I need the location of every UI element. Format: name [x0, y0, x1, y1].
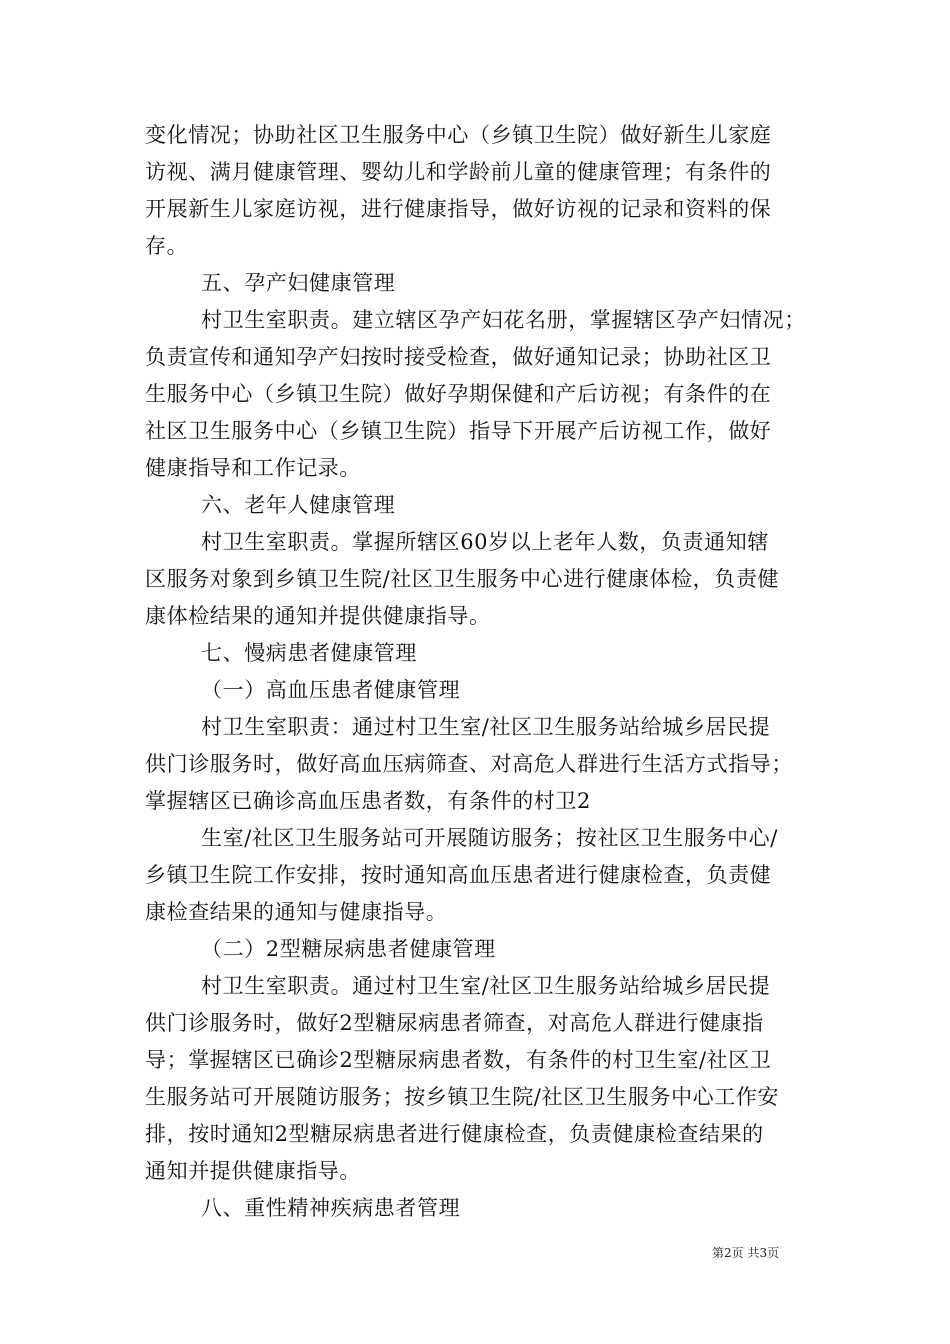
- text-line: 康体检结果的通知并提供健康指导。: [145, 604, 491, 628]
- text-line: 村卫生室职责：通过村卫生室/社区卫生服务站给城乡居民提: [201, 715, 771, 739]
- text-line: 社区卫生服务中心（乡镇卫生院）指导下开展产后访视工作，做好: [145, 419, 772, 443]
- text-line: 生服务中心（乡镇卫生院）做好孕期保健和产后访视；有条件的在: [145, 382, 772, 406]
- text-line: 负责宣传和通知孕产妇按时接受检查，做好通知记录；协助社区卫: [145, 345, 772, 369]
- text-line: 五、孕产妇健康管理: [201, 271, 396, 295]
- text-line: （一）高血压患者健康管理: [201, 678, 461, 702]
- text-line: 变化情况；协助社区卫生服务中心（乡镇卫生院）做好新生儿家庭: [145, 123, 772, 147]
- text-line: 乡镇卫生院工作安排，按时通知高血压患者进行健康检查，负责健: [145, 863, 772, 887]
- page-number-footer: 第2页 共3页: [712, 1246, 780, 1260]
- text-line: 供门诊服务时，做好高血压病筛查、对高危人群进行生活方式指导；: [145, 752, 793, 776]
- text-line: 导；掌握辖区已确诊2型糖尿病患者数，有条件的村卫生室/社区卫: [145, 1048, 772, 1072]
- text-line: 健康指导和工作记录。: [145, 456, 361, 480]
- text-line: 生服务站可开展随访服务；按乡镇卫生院/社区卫生服务中心工作安: [145, 1085, 780, 1109]
- text-line: 掌握辖区已确诊高血压患者数，有条件的村卫2: [145, 789, 591, 813]
- text-line: 村卫生室职责。掌握所辖区60岁以上老年人数，负责通知辖: [201, 530, 769, 554]
- text-line: 七、慢病患者健康管理: [201, 641, 417, 665]
- document-body: [145, 117, 805, 1227]
- text-line: 生室/社区卫生服务站可开展随访服务；按社区卫生服务中心/: [201, 826, 778, 850]
- text-line: 康检查结果的通知与健康指导。: [145, 900, 448, 924]
- text-line: 开展新生儿家庭访视，进行健康指导，做好访视的记录和资料的保: [145, 197, 772, 221]
- text-line: 八、重性精神疾病患者管理: [201, 1196, 461, 1220]
- text-line: 访视、满月健康管理、婴幼儿和学龄前儿童的健康管理；有条件的: [145, 160, 772, 184]
- text-line: （二）2型糖尿病患者健康管理: [201, 937, 496, 961]
- text-line: 村卫生室职责。通过村卫生室/社区卫生服务站给城乡居民提: [201, 974, 771, 998]
- text-line: 通知并提供健康指导。: [145, 1159, 361, 1183]
- text-line: 六、老年人健康管理: [201, 493, 396, 517]
- text-line: 存。: [145, 234, 189, 258]
- text-line: 区服务对象到乡镇卫生院/社区卫生服务中心进行健康体检，负责健: [145, 567, 780, 591]
- text-line: 村卫生室职责。建立辖区孕产妇花名册，掌握辖区孕产妇情况；: [201, 308, 806, 332]
- text-line: 供门诊服务时，做好2型糖尿病患者筛查，对高危人群进行健康指: [145, 1011, 764, 1035]
- text-line: 排，按时通知2型糖尿病患者进行健康检查，负责健康检查结果的: [145, 1122, 764, 1146]
